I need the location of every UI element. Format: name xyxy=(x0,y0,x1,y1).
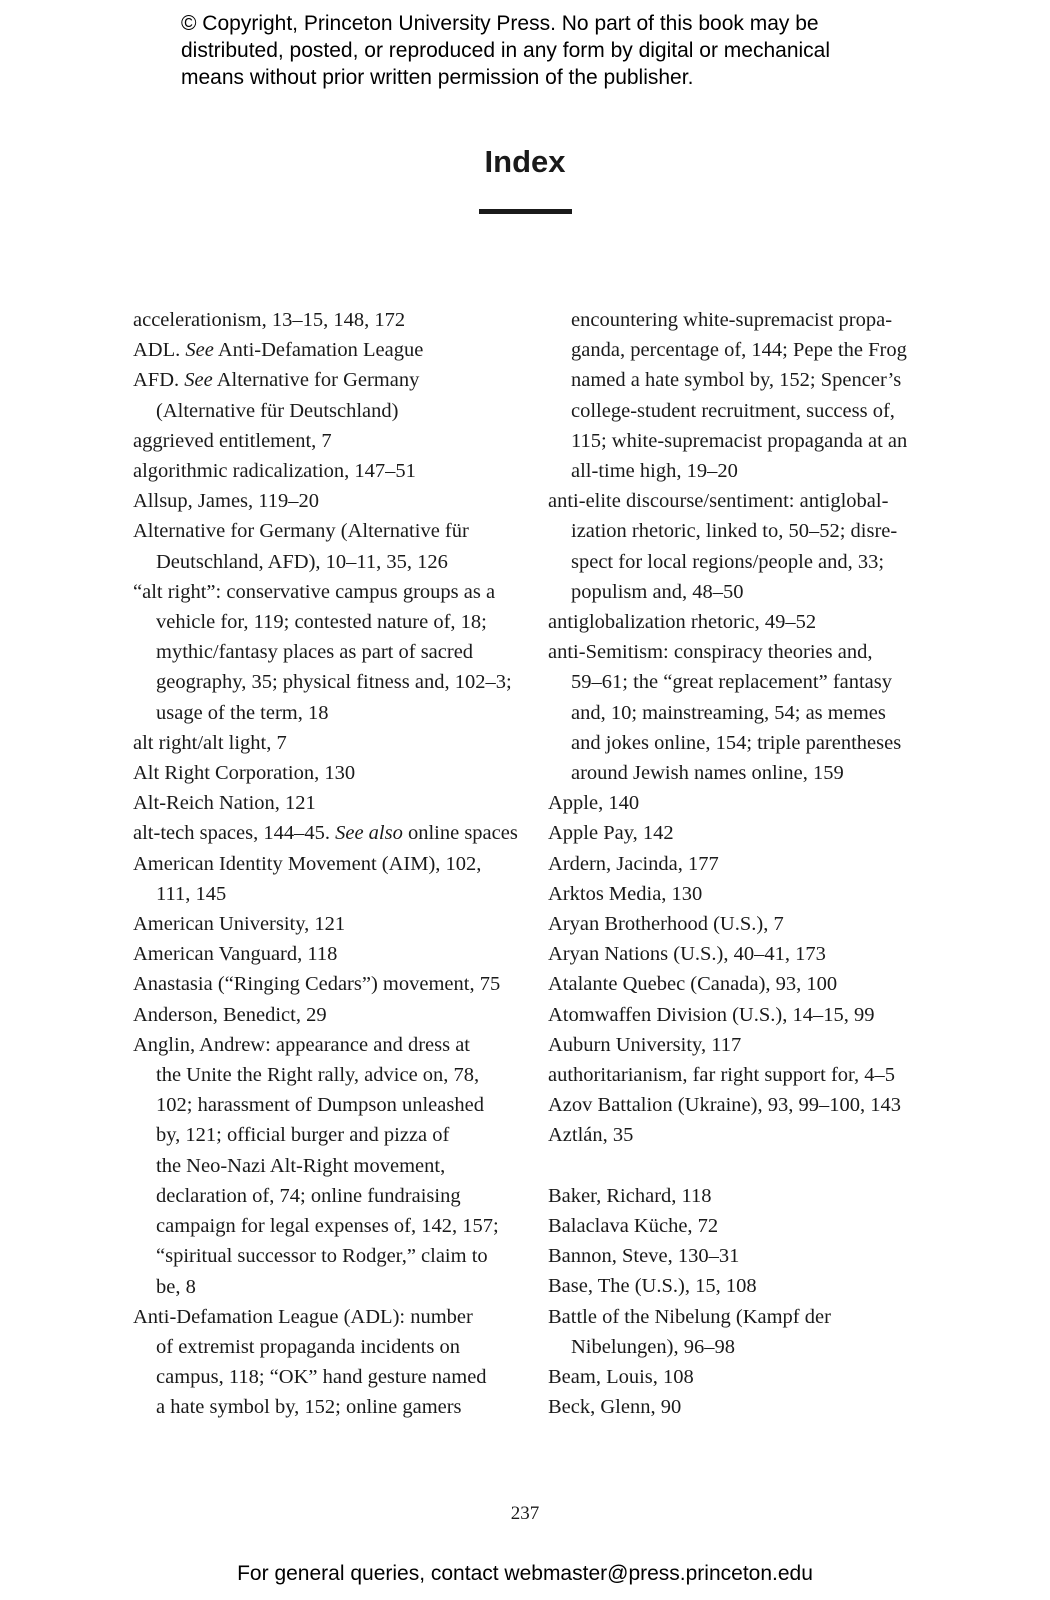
index-entry-continued-line: 59–61; the “great replacement” fantasy xyxy=(571,671,893,694)
index-entry-heading: Arktos Media, 130 xyxy=(548,882,703,905)
index-entry xyxy=(548,818,920,848)
index-entry xyxy=(133,335,505,365)
index-entry-continued-line: and jokes online, 154; triple parentheses xyxy=(571,731,902,754)
entry-text: Anti-Defamation League xyxy=(213,339,424,362)
index-entry xyxy=(133,1302,505,1423)
index-entry xyxy=(548,486,920,607)
entry-text: AFD. xyxy=(133,369,185,392)
index-entry-heading: Apple Pay, 142 xyxy=(548,822,674,845)
index-entry xyxy=(548,1271,920,1301)
index-entry xyxy=(133,365,505,425)
index-entry xyxy=(133,909,505,939)
index-entry-heading: Bannon, Steve, 130–31 xyxy=(548,1245,740,1268)
index-entry xyxy=(133,1000,505,1030)
index-entry-heading: accelerationism, 13–15, 148, 172 xyxy=(133,309,406,331)
index-entry-continued-line: vehicle for, 119; contested nature of, 18; xyxy=(156,611,487,634)
index-entry xyxy=(548,939,920,969)
copyright-line: © Copyright, Princeton University Press. No part of this book may be xyxy=(181,12,819,35)
see-reference: See xyxy=(185,339,214,362)
index-entry xyxy=(133,486,505,516)
index-entry xyxy=(548,1181,920,1211)
index-entry xyxy=(548,969,920,999)
index-entry-heading: Atomwaffen Division (U.S.), 14–15, 99 xyxy=(548,1003,875,1026)
index-entry-heading: alt right/alt light, 7 xyxy=(133,731,287,754)
index-entry-heading: Atalante Quebec (Canada), 93, 100 xyxy=(548,973,838,996)
index-entry xyxy=(133,939,505,969)
index-entry xyxy=(548,1030,920,1060)
index-entry-heading: Anderson, Benedict, 29 xyxy=(133,1003,327,1026)
index-entry-heading: Anti-Defamation League (ADL): number xyxy=(133,1305,473,1328)
index-entry-continued-line: ganda, percentage of, 144; Pepe the Frog xyxy=(571,339,907,362)
index-entry-heading: Alt Right Corporation, 130 xyxy=(133,762,356,785)
index-entry xyxy=(548,1362,920,1392)
index-entry-heading: Azov Battalion (Ukraine), 93, 99–100, 143 xyxy=(548,1094,901,1117)
see-reference: See also xyxy=(335,822,403,845)
index-entry-heading: Aztlán, 35 xyxy=(548,1124,634,1147)
index-entry-heading xyxy=(133,818,518,848)
index-entry xyxy=(133,577,512,728)
index-entry-continued-line: and, 10; mainstreaming, 54; as memes xyxy=(571,701,886,724)
index-entry-heading: American University, 121 xyxy=(133,913,346,936)
index-entry-continued-line: ization rhetoric, linked to, 50–52; disre- xyxy=(571,520,898,543)
index-entry xyxy=(548,1120,920,1150)
index-entry-heading: Allsup, James, 119–20 xyxy=(133,490,320,513)
entry-text: ADL. xyxy=(133,339,186,362)
index-entry xyxy=(548,1241,920,1271)
index-entry-continued-line: campaign for legal expenses of, 142, 157; xyxy=(156,1215,499,1238)
index-entry-heading: algorithmic radicalization, 147–51 xyxy=(133,460,416,483)
footer-contact: For general queries, contact webmaster@press.princeton.edu xyxy=(237,1562,813,1585)
index-entry-heading: Beam, Louis, 108 xyxy=(548,1366,694,1389)
index-entry xyxy=(133,516,505,576)
index-entry-continued-line: of extremist propaganda incidents on xyxy=(156,1335,460,1358)
index-entry xyxy=(548,849,920,879)
index-entry xyxy=(133,818,518,848)
index-entry xyxy=(133,728,505,758)
index-entry-continued-line: declaration of, 74; online fundraising xyxy=(156,1184,461,1207)
index-entry-continued-line: all-time high, 19–20 xyxy=(571,460,738,483)
index-entry xyxy=(133,969,505,999)
entry-text: Alternative for Germany xyxy=(212,369,420,392)
copyright-line: distributed, posted, or reproduced in any form by digital or mechanical xyxy=(181,39,831,62)
letter-section-gap xyxy=(548,1151,920,1181)
index-entry xyxy=(548,1090,920,1120)
index-entry xyxy=(133,426,505,456)
index-entry-heading: Apple, 140 xyxy=(548,792,640,815)
index-entry-heading: Anastasia (“Ringing Cedars”) movement, 75 xyxy=(133,973,501,996)
index-entry xyxy=(133,788,505,818)
index-entry xyxy=(548,909,920,939)
index-entry xyxy=(548,305,920,486)
index-entry-heading: Beck, Glenn, 90 xyxy=(548,1396,682,1419)
index-entry-continued-line: 111, 145 xyxy=(156,882,227,905)
index-entry-heading: Alt-Reich Nation, 121 xyxy=(133,792,316,815)
index-entry-heading xyxy=(133,365,505,395)
index-entry-heading: antiglobalization rhetoric, 49–52 xyxy=(548,611,817,634)
entry-text: alt-tech spaces, 144–45. xyxy=(133,822,336,845)
copyright-line: means without prior written permission of the publisher. xyxy=(181,66,694,89)
index-entry-heading: Base, The (U.S.), 15, 108 xyxy=(548,1275,757,1298)
index-entry-heading: “alt right”: conservative campus groups as a xyxy=(133,580,496,603)
index-entry-continued-line: be, 8 xyxy=(156,1275,196,1298)
index-entry-continued-line: a hate symbol by, 152; online gamers xyxy=(156,1396,462,1419)
index-entry-continued-line: the Neo-Nazi Alt-Right movement, xyxy=(156,1154,446,1177)
entry-text: online spaces xyxy=(402,822,518,845)
index-entry-continued-line: encountering white-supremacist propa- xyxy=(571,309,893,331)
index-entry-heading: Battle of the Nibelung (Kampf der xyxy=(548,1305,831,1328)
see-reference: See xyxy=(184,369,213,392)
index-entry xyxy=(548,637,920,788)
index-entry-continued-line: college-student recruitment, success of, xyxy=(571,399,895,422)
index-entry-continued-line: the Unite the Right rally, advice on, 78, xyxy=(156,1064,480,1087)
index-entry-continued-line: mythic/fantasy places as part of sacred xyxy=(156,641,474,664)
index-entry xyxy=(548,788,920,818)
copyright-notice xyxy=(181,10,901,91)
index-entry xyxy=(133,1030,505,1302)
index-entry-heading: anti-elite discourse/sentiment: antiglobal- xyxy=(548,490,889,513)
index-entry-heading: authoritarianism, far right support for, 4–5 xyxy=(548,1064,896,1087)
index-entry xyxy=(548,1302,920,1362)
index-entry-heading: Anglin, Andrew: appearance and dress at xyxy=(133,1033,470,1056)
index-entry xyxy=(548,1211,920,1241)
page-number: 237 xyxy=(510,1503,540,1524)
index-entry-continued-line: by, 121; official burger and pizza of xyxy=(156,1124,450,1147)
page-title: Index xyxy=(484,144,566,179)
index-entry-continued-line: (Alternative für Deutschland) xyxy=(156,399,399,422)
index-entry xyxy=(133,456,505,486)
index-entry-heading: American Vanguard, 118 xyxy=(133,943,338,966)
index-entry xyxy=(548,879,920,909)
index-entry-heading: Aryan Brotherhood (U.S.), 7 xyxy=(548,913,784,936)
index-entry-heading: Aryan Nations (U.S.), 40–41, 173 xyxy=(548,943,826,966)
index-entry-continued-line: populism and, 48–50 xyxy=(571,580,744,603)
index-entry xyxy=(548,1000,920,1030)
index-entry-heading: Baker, Richard, 118 xyxy=(548,1184,712,1207)
index-entry-continued-line: named a hate symbol by, 152; Spencer’s xyxy=(571,369,902,392)
index-entry-continued-line: spect for local regions/people and, 33; xyxy=(571,550,885,573)
index-entry-heading xyxy=(133,335,505,365)
index-entry xyxy=(133,758,505,788)
index-entry-heading: Auburn University, 117 xyxy=(548,1033,742,1056)
index-entry-continued-line: around Jewish names online, 159 xyxy=(571,762,844,785)
index-entry-continued-line: geography, 35; physical fitness and, 102–3; xyxy=(156,671,512,694)
index-entry-heading: Alternative for Germany (Alternative für xyxy=(133,520,469,543)
index-entry xyxy=(548,1060,920,1090)
index-entry xyxy=(548,607,920,637)
index-column-left xyxy=(133,305,518,1423)
title-underline xyxy=(479,209,572,214)
index-entry xyxy=(548,1392,920,1422)
index-entry-continued-line: usage of the term, 18 xyxy=(156,701,329,724)
index-entry xyxy=(133,849,505,909)
index-entry-heading: anti-Semitism: conspiracy theories and, xyxy=(548,641,873,664)
index-entry-continued-line: 115; white-supremacist propaganda at an xyxy=(571,429,908,452)
index-entry-continued-line: campus, 118; “OK” hand gesture named xyxy=(156,1366,487,1389)
index-column-right xyxy=(548,305,920,1423)
index-entry-heading: Balaclava Küche, 72 xyxy=(548,1215,719,1238)
index-entry-continued-line: 102; harassment of Dumpson unleashed xyxy=(156,1094,484,1117)
index-entry-continued-line: Nibelungen), 96–98 xyxy=(571,1335,735,1358)
index-entry-continued-line: “spiritual successor to Rodger,” claim to xyxy=(156,1245,488,1268)
index-entry-heading: aggrieved entitlement, 7 xyxy=(133,429,332,452)
index-entry-heading: Ardern, Jacinda, 177 xyxy=(548,852,719,875)
index-entry xyxy=(133,305,505,335)
index-entry-continued-line: Deutschland, AFD), 10–11, 35, 126 xyxy=(156,550,448,573)
index-entry-heading: American Identity Movement (AIM), 102, xyxy=(133,852,482,875)
